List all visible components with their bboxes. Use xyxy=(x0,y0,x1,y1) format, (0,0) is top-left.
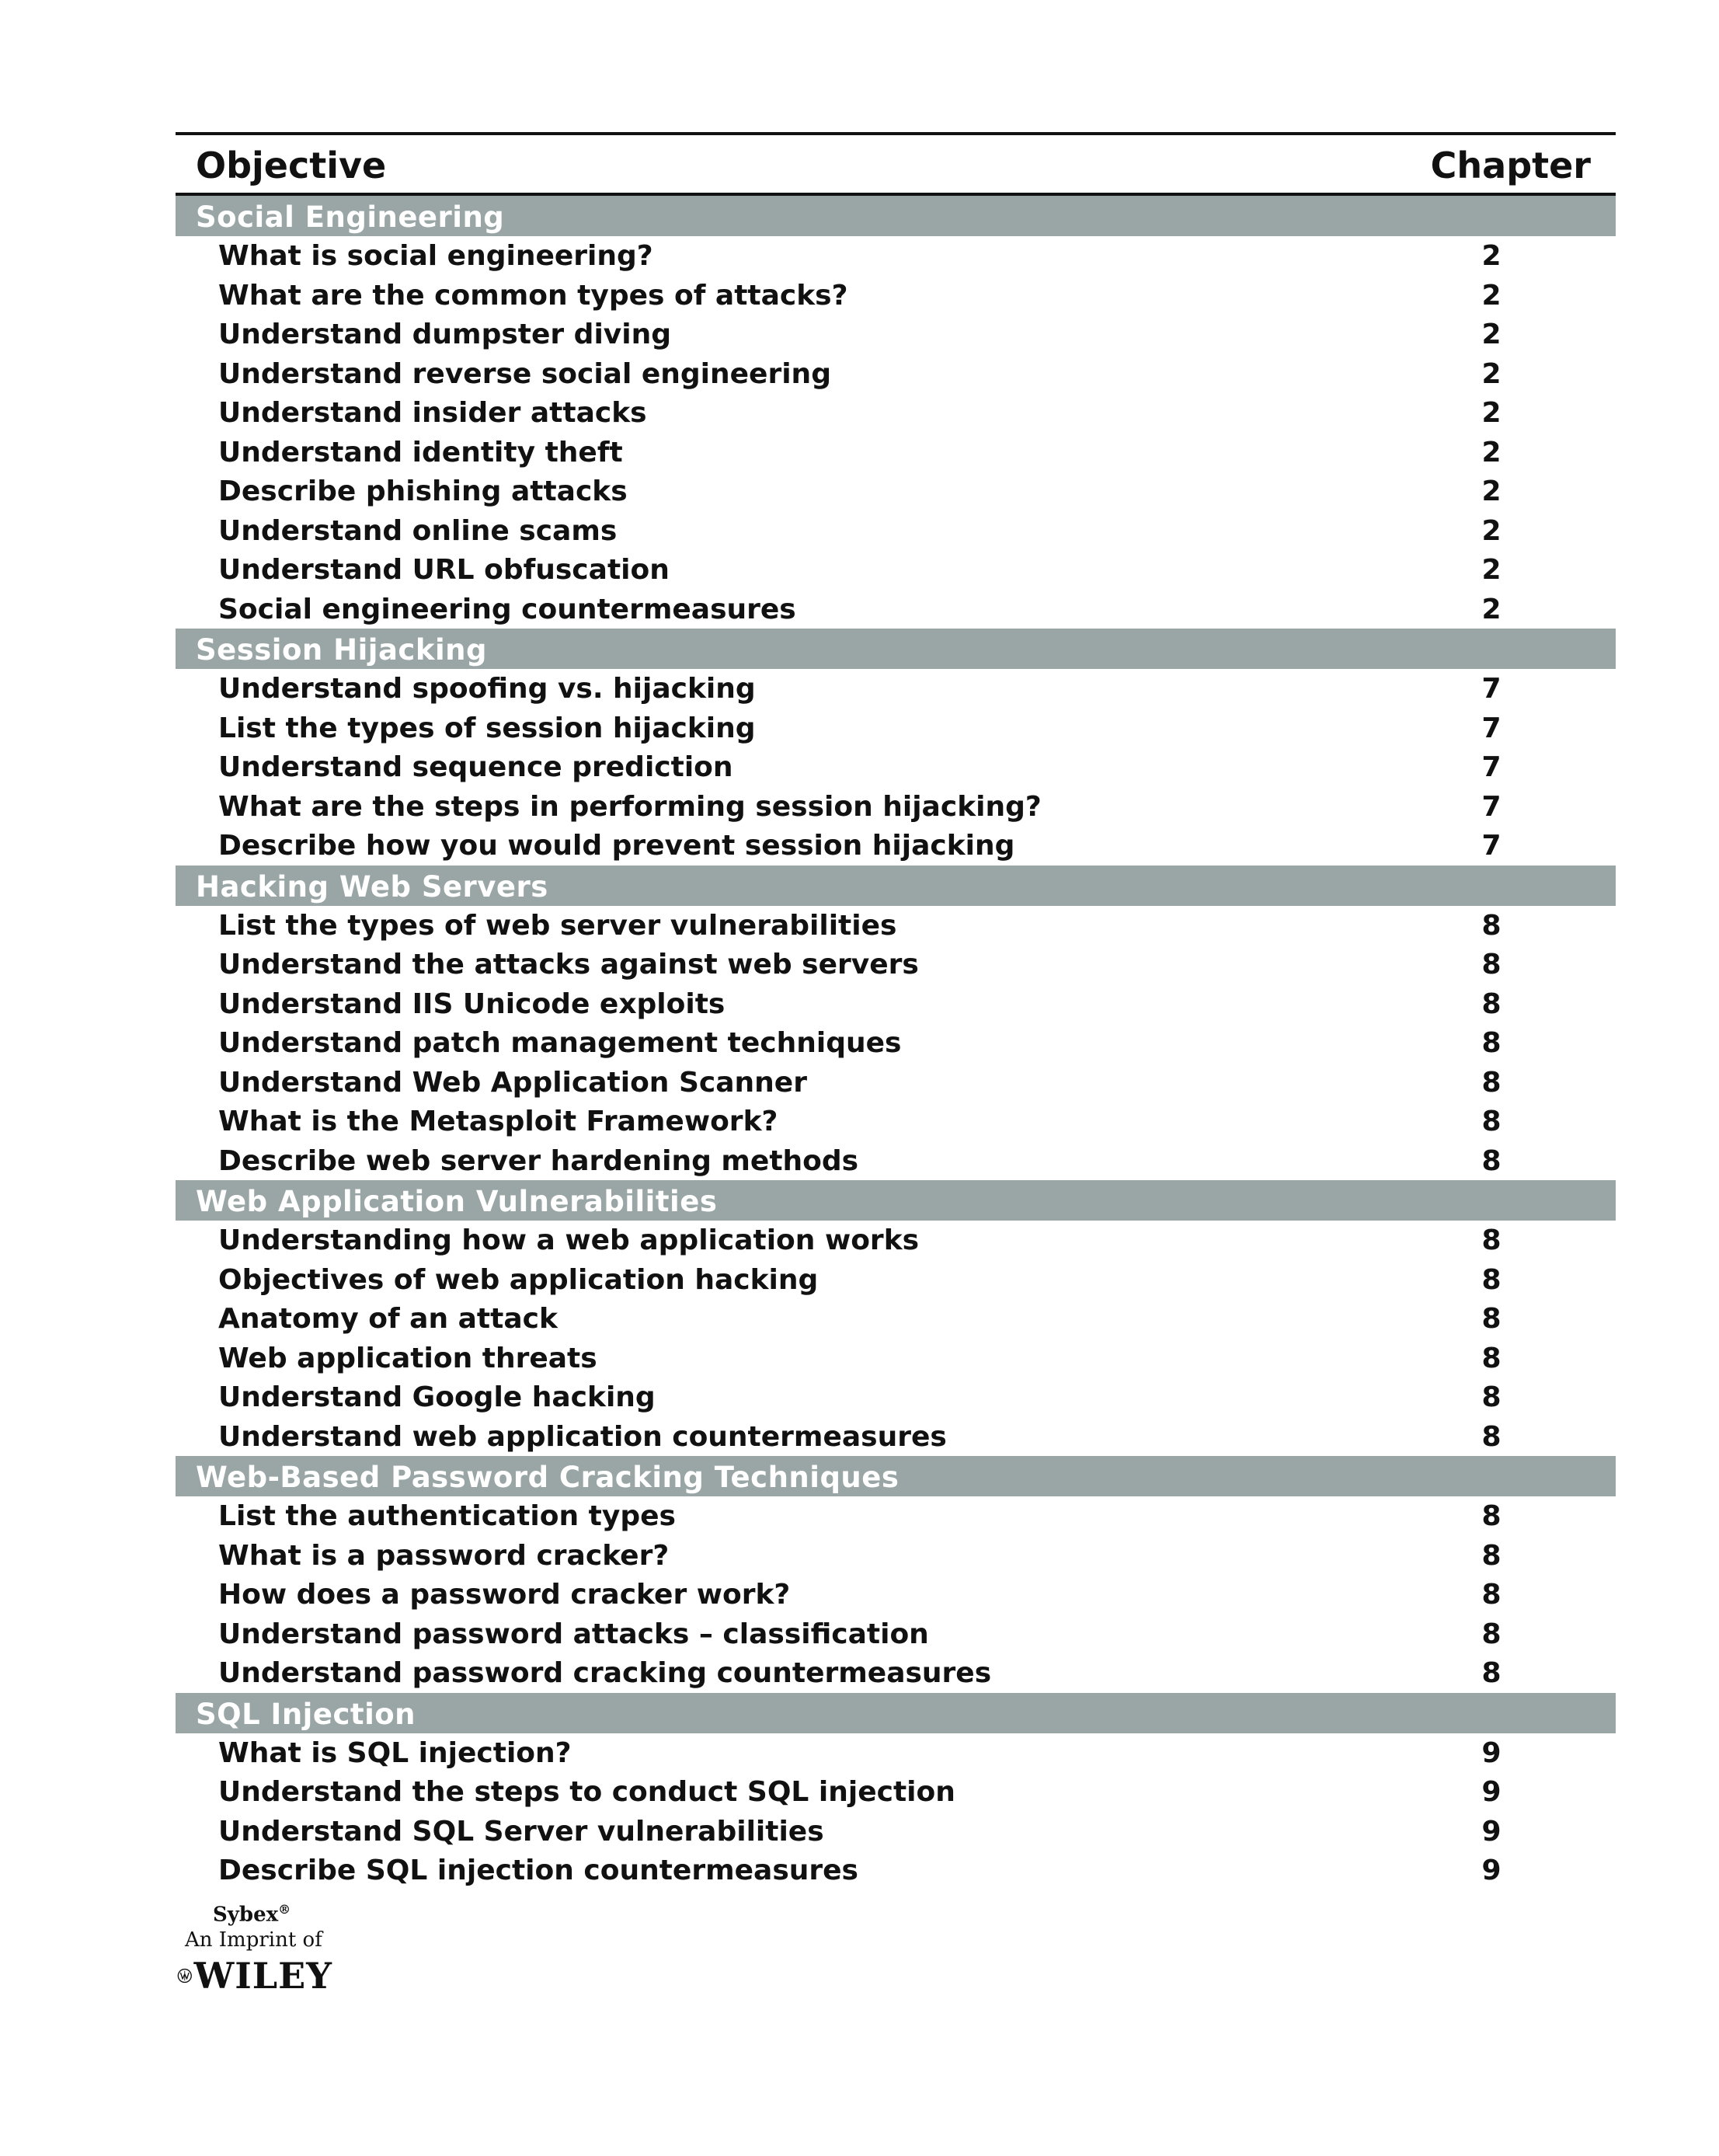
chapter-number: 8 xyxy=(1481,1066,1502,1099)
chapter-number: 8 xyxy=(1481,1657,1502,1689)
objective-text: Understand SQL Server vulnerabilities xyxy=(218,1815,824,1848)
section-header xyxy=(176,1456,1616,1496)
chapter-number: 2 xyxy=(1481,475,1502,507)
chapter-number: 8 xyxy=(1481,1539,1502,1572)
chapter-number: 2 xyxy=(1481,514,1502,547)
publisher-logo xyxy=(177,1902,332,1997)
objective-text: Understand spoofing vs. hijacking xyxy=(218,673,756,705)
objective-column-header: Objective xyxy=(196,145,387,186)
section-header xyxy=(176,1180,1616,1221)
objective-text: Understand password attacks – classification xyxy=(218,1618,929,1650)
objectives-table xyxy=(176,132,1616,1890)
chapter-number: 8 xyxy=(1481,1144,1502,1177)
objective-text: What is a password cracker? xyxy=(218,1539,670,1572)
objective-text: List the types of session hijacking xyxy=(218,712,756,744)
table-row xyxy=(176,1023,1616,1063)
table-row xyxy=(176,1260,1616,1300)
objective-text: Understand password cracking countermeasures xyxy=(218,1657,992,1689)
table-row xyxy=(176,1417,1616,1457)
table-row xyxy=(176,354,1616,394)
wiley-emblem-icon xyxy=(177,1959,193,1993)
section-header xyxy=(176,866,1616,906)
table-row xyxy=(176,1221,1616,1260)
objective-text: Understanding how a web application works xyxy=(218,1224,920,1256)
objective-text: Understand dumpster diving xyxy=(218,319,671,350)
table-body xyxy=(176,196,1616,1890)
chapter-number: 8 xyxy=(1481,1106,1502,1137)
wiley-logo xyxy=(177,1955,332,1997)
table-header xyxy=(176,135,1616,196)
table-row xyxy=(176,1653,1616,1693)
table-row xyxy=(176,787,1616,827)
objective-text: What is the Metasploit Framework? xyxy=(218,1106,778,1137)
section-title: Session Hijacking xyxy=(196,633,487,667)
table-row xyxy=(176,669,1616,709)
chapter-number: 8 xyxy=(1481,1420,1502,1453)
table-row xyxy=(176,984,1616,1024)
objective-text: Understand online scams xyxy=(218,514,618,547)
objective-text: Social engineering countermeasures xyxy=(218,593,796,625)
chapter-number: 2 xyxy=(1481,397,1502,429)
table-row xyxy=(176,1102,1616,1141)
table-row xyxy=(176,906,1616,946)
objective-text: What is social engineering? xyxy=(218,240,653,272)
chapter-number: 7 xyxy=(1481,751,1502,783)
chapter-number: 8 xyxy=(1481,1342,1502,1374)
chapter-number: 7 xyxy=(1481,712,1502,744)
section-title: SQL Injection xyxy=(196,1697,416,1731)
table-row xyxy=(176,276,1616,315)
section-title: Hacking Web Servers xyxy=(196,869,548,904)
objective-text: Understand Google hacking xyxy=(218,1381,656,1413)
objective-text: Understand reverse social engineering xyxy=(218,357,831,390)
table-row xyxy=(176,393,1616,433)
chapter-column-header: Chapter xyxy=(1430,145,1591,186)
objective-text: List the authentication types xyxy=(218,1500,676,1532)
sybex-label: Sybex® xyxy=(213,1902,291,1927)
table-row xyxy=(176,1536,1616,1576)
table-row xyxy=(176,747,1616,787)
objective-text: What are the steps in performing session hijacking? xyxy=(218,790,1042,823)
section-title: Web-Based Password Cracking Techniques xyxy=(196,1461,900,1494)
objective-text: Understand the attacks against web servers xyxy=(218,949,919,980)
imprint-label: An Imprint of xyxy=(185,1928,322,1952)
objective-text: Understand sequence prediction xyxy=(218,751,733,783)
objective-text: Describe web server hardening methods xyxy=(218,1144,859,1177)
table-row xyxy=(176,1141,1616,1181)
table-row xyxy=(176,472,1616,511)
chapter-number: 2 xyxy=(1481,319,1502,350)
objective-text: Understand the steps to conduct SQL injection xyxy=(218,1776,955,1808)
chapter-number: 2 xyxy=(1481,240,1502,272)
chapter-number: 2 xyxy=(1481,279,1502,312)
objective-text: Understand identity theft xyxy=(218,436,623,468)
table-row xyxy=(176,1299,1616,1339)
objective-text: How does a password cracker work? xyxy=(218,1579,791,1611)
chapter-number: 8 xyxy=(1481,1618,1502,1650)
chapter-number: 8 xyxy=(1481,1263,1502,1296)
chapter-number: 8 xyxy=(1481,1500,1502,1532)
chapter-number: 8 xyxy=(1481,1579,1502,1611)
objective-text: Describe phishing attacks xyxy=(218,475,628,507)
chapter-number: 2 xyxy=(1481,357,1502,390)
table-row xyxy=(176,236,1616,276)
table-row xyxy=(176,590,1616,629)
objective-text: Understand URL obfuscation xyxy=(218,554,670,586)
table-row xyxy=(176,1733,1616,1773)
chapter-number: 9 xyxy=(1481,1855,1502,1886)
chapter-number: 9 xyxy=(1481,1736,1502,1769)
chapter-number: 8 xyxy=(1481,909,1502,942)
objective-text: Understand Web Application Scanner xyxy=(218,1066,807,1099)
chapter-number: 8 xyxy=(1481,1224,1502,1256)
section-title: Web Application Vulnerabilities xyxy=(196,1185,718,1218)
table-row xyxy=(176,1063,1616,1102)
chapter-number: 7 xyxy=(1481,790,1502,823)
chapter-number: 8 xyxy=(1481,1381,1502,1413)
table-row xyxy=(176,1378,1616,1417)
chapter-number: 8 xyxy=(1481,1027,1502,1059)
chapter-number: 8 xyxy=(1481,987,1502,1020)
table-row xyxy=(176,826,1616,866)
table-row xyxy=(176,433,1616,472)
chapter-number: 7 xyxy=(1481,673,1502,705)
section-title: Social Engineering xyxy=(196,200,505,234)
table-row xyxy=(176,945,1616,984)
section-header xyxy=(176,629,1616,669)
chapter-number: 9 xyxy=(1481,1815,1502,1848)
table-row xyxy=(176,1614,1616,1654)
chapter-number: 8 xyxy=(1481,949,1502,980)
table-row xyxy=(176,511,1616,551)
chapter-number: 2 xyxy=(1481,554,1502,586)
chapter-number: 2 xyxy=(1481,593,1502,625)
objective-text: Objectives of web application hacking xyxy=(218,1263,819,1296)
chapter-number: 8 xyxy=(1481,1303,1502,1335)
objective-text: List the types of web server vulnerabilities xyxy=(218,909,897,942)
objective-text: Web application threats xyxy=(218,1342,597,1374)
table-row xyxy=(176,550,1616,590)
table-row xyxy=(176,315,1616,354)
objective-text: Understand IIS Unicode exploits xyxy=(218,987,726,1020)
table-row xyxy=(176,709,1616,748)
table-row xyxy=(176,1812,1616,1851)
table-row xyxy=(176,1339,1616,1378)
objective-text: Understand patch management techniques xyxy=(218,1027,902,1059)
objective-text: What is SQL injection? xyxy=(218,1736,572,1769)
chapter-number: 2 xyxy=(1481,436,1502,468)
table-row xyxy=(176,1851,1616,1890)
objective-text: Anatomy of an attack xyxy=(218,1303,558,1335)
table-row xyxy=(176,1575,1616,1614)
objective-text: Describe how you would prevent session hijacking xyxy=(218,830,1015,862)
objective-text: Describe SQL injection countermeasures xyxy=(218,1855,858,1886)
section-header xyxy=(176,1693,1616,1733)
section-header xyxy=(176,196,1616,236)
table-row xyxy=(176,1496,1616,1536)
wiley-wordmark: WILEY xyxy=(193,1954,332,1997)
table-row xyxy=(176,1772,1616,1812)
chapter-number: 9 xyxy=(1481,1776,1502,1808)
chapter-number: 7 xyxy=(1481,830,1502,862)
objective-text: What are the common types of attacks? xyxy=(218,279,848,312)
objective-text: Understand insider attacks xyxy=(218,397,647,429)
objective-text: Understand web application countermeasures xyxy=(218,1420,947,1453)
